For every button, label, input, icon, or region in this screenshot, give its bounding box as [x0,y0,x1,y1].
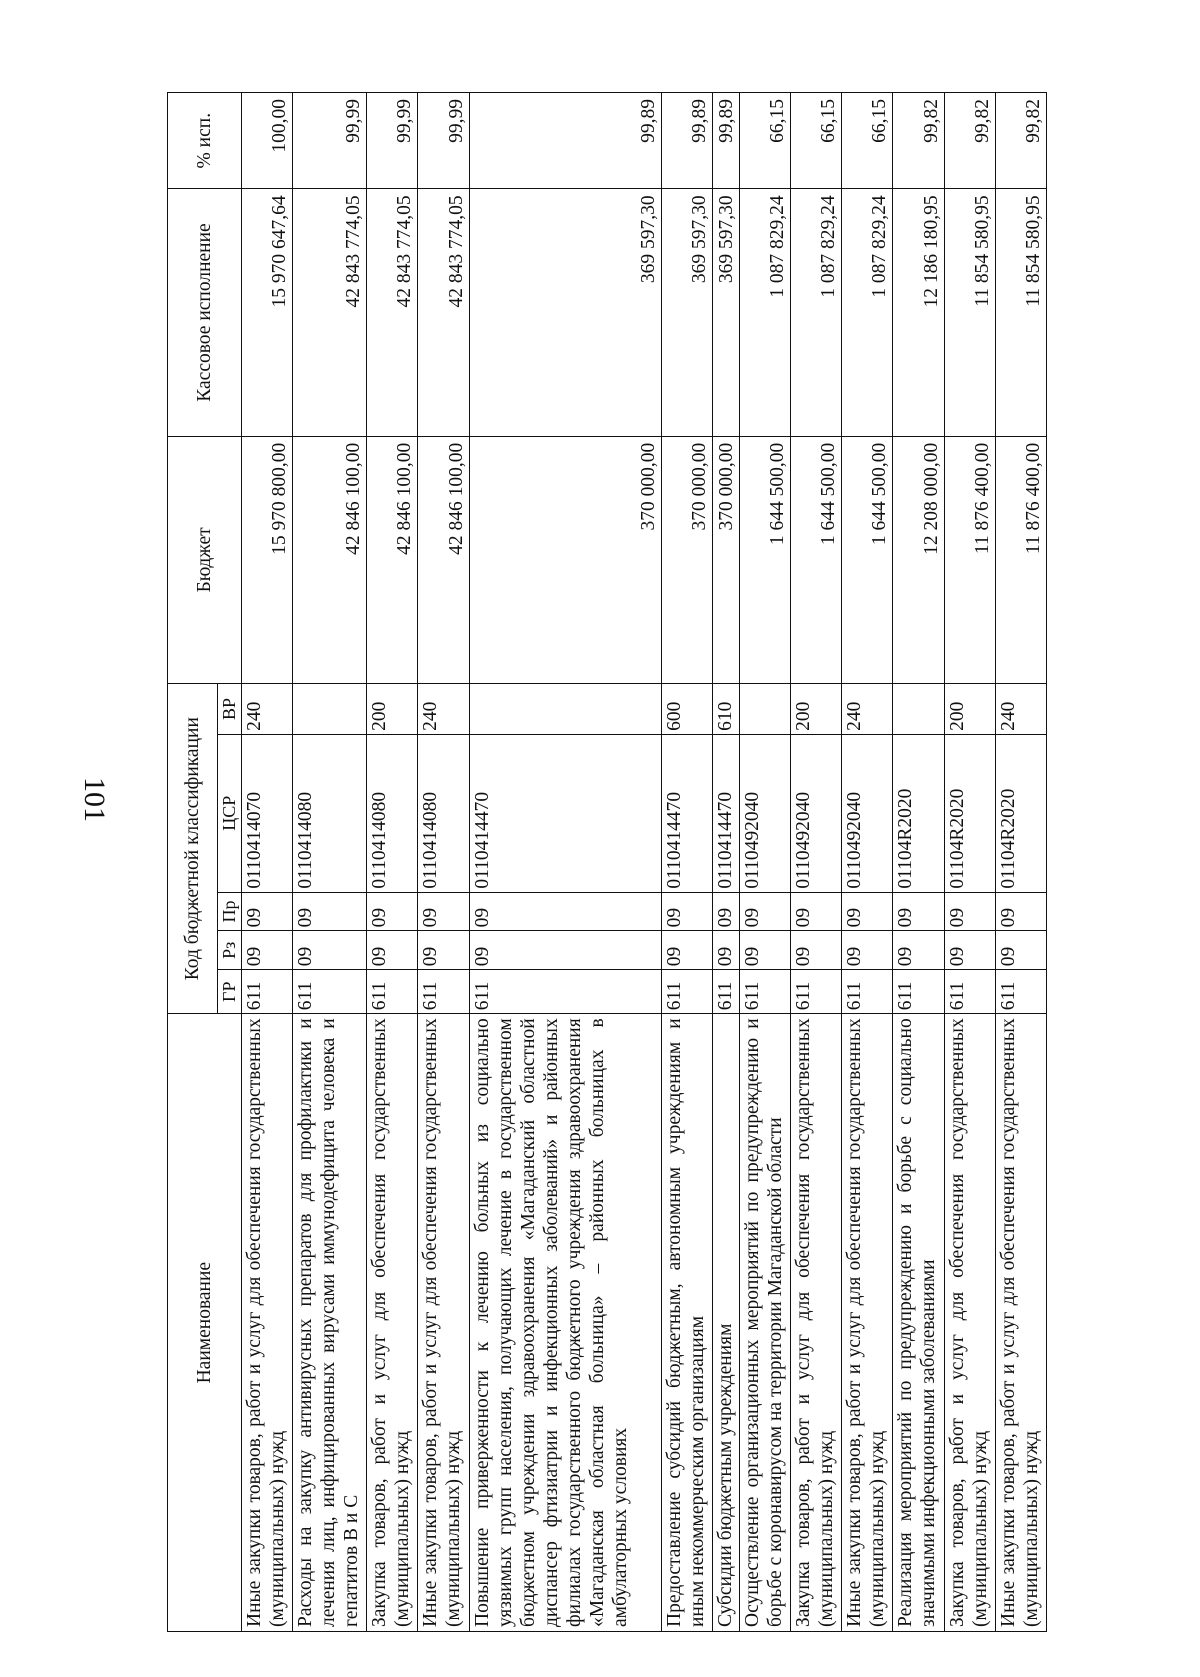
row-gr: 611 [944,970,995,1014]
header-budget: Бюджет [168,436,242,683]
row-budget: 42 846 100,00 [367,436,418,683]
row-name: Реализация мероприятий по предупреждению и борьбе с социально значимыми инфекционными заболеваниями [893,1014,944,1632]
row-vr: 610 [713,684,740,735]
row-csr: 0110414070 [242,734,293,892]
rotated-table-wrapper [167,92,1047,1632]
row-rz: 09 [418,931,469,970]
row-rz: 09 [739,931,790,970]
row-name: Повышение приверженности к лечению больных из социально уязвимых групп населения, получающих лечение в государственном бюджетном учреждении здравоохранения «Магаданский областной диспансер фтизиатрии и инфекционных заболеваний» и районных филиалах государственного бюджетного учреждения здравоохранения «Магаданская областная больница» – районных больницах в амбулаторных условиях [469,1014,661,1632]
row-csr: 01104R2020 [995,734,1046,892]
row-pct: 99,89 [713,93,740,189]
row-cash: 369 597,30 [713,189,740,436]
row-cash: 11 854 580,95 [944,189,995,436]
budget-table [167,92,1047,1632]
row-pr: 09 [944,892,995,931]
row-pr: 09 [893,892,944,931]
row-cash: 42 843 774,05 [367,189,418,436]
row-pct: 66,15 [739,93,790,189]
row-budget: 11 876 400,00 [944,436,995,683]
row-csr: 01104R2020 [893,734,944,892]
row-vr: 240 [418,684,469,735]
row-rz: 09 [995,931,1046,970]
table-row [242,93,293,1632]
row-pct: 99,89 [469,93,661,189]
row-budget: 370 000,00 [713,436,740,683]
row-pct: 66,15 [790,93,841,189]
row-pr: 09 [242,892,293,931]
row-csr: 0110414080 [418,734,469,892]
row-csr: 0110414470 [662,734,713,892]
row-cash: 369 597,30 [662,189,713,436]
row-cash: 42 843 774,05 [293,189,367,436]
row-rz: 09 [842,931,893,970]
row-csr: 01104R2020 [944,734,995,892]
table-row [893,93,944,1632]
row-vr [293,684,367,735]
row-rz: 09 [944,931,995,970]
row-pr: 09 [790,892,841,931]
row-gr: 611 [367,970,418,1014]
row-gr: 611 [713,970,740,1014]
table-row [995,93,1046,1632]
header-pct: % исп. [168,93,242,189]
row-vr [893,684,944,735]
row-pr: 09 [662,892,713,931]
row-rz: 09 [293,931,367,970]
table-row [293,93,367,1632]
row-cash: 42 843 774,05 [418,189,469,436]
row-pct: 99,99 [418,93,469,189]
row-name: Расходы на закупку антивирусных препаратов для профилактики и лечения лиц, инфицированных вирусами иммунодефицита человека и гепатитов В и С [293,1014,367,1632]
row-name: Иные закупки товаров, работ и услуг для обеспечения государственных (муниципальных) нужд [242,1014,293,1632]
header-vr: ВР [218,684,242,735]
row-pct: 99,82 [995,93,1046,189]
table-body [242,93,1047,1632]
row-gr: 611 [242,970,293,1014]
header-code-group: Код бюджетной классификации [168,684,218,1014]
row-gr: 611 [842,970,893,1014]
row-name: Предоставление субсидий бюджетным, автономным учреждениям и иным некоммерческим организациям [662,1014,713,1632]
row-vr: 240 [842,684,893,735]
row-rz: 09 [242,931,293,970]
row-vr [469,684,661,735]
row-cash: 1 087 829,24 [790,189,841,436]
row-budget: 42 846 100,00 [418,436,469,683]
table-row [367,93,418,1632]
row-gr: 611 [293,970,367,1014]
row-budget: 1 644 500,00 [739,436,790,683]
row-gr: 611 [893,970,944,1014]
row-gr: 611 [995,970,1046,1014]
table-row [662,93,713,1632]
row-name: Иные закупки товаров, работ и услуг для обеспечения государственных (муниципальных) нужд [995,1014,1046,1632]
row-rz: 09 [469,931,661,970]
row-budget: 1 644 500,00 [790,436,841,683]
row-cash: 1 087 829,24 [842,189,893,436]
row-pct: 66,15 [842,93,893,189]
header-cash: Кассовое исполнение [168,189,242,436]
row-pct: 99,99 [293,93,367,189]
row-pr: 09 [739,892,790,931]
row-csr: 0110414470 [469,734,661,892]
table-row [713,93,740,1632]
row-name: Закупка товаров, работ и услуг для обеспечения государственных (муниципальных) нужд [944,1014,995,1632]
row-rz: 09 [662,931,713,970]
row-csr: 0110492040 [739,734,790,892]
page-number: 101 [78,777,111,822]
row-name: Осуществление организационных мероприятий по предупреждению и борьбе с коронавирусом на территории Магаданской области [739,1014,790,1632]
row-pr: 09 [995,892,1046,931]
header-rz: Рз [218,931,242,970]
row-gr: 611 [739,970,790,1014]
row-pr: 09 [842,892,893,931]
row-budget: 15 970 800,00 [242,436,293,683]
row-budget: 370 000,00 [469,436,661,683]
row-name: Закупка товаров, работ и услуг для обеспечения государственных (муниципальных) нужд [790,1014,841,1632]
row-vr: 200 [790,684,841,735]
row-cash: 369 597,30 [469,189,661,436]
header-gr: ГР [218,970,242,1014]
table-row [944,93,995,1632]
row-vr [739,684,790,735]
row-name: Субсидии бюджетным учреждениям [713,1014,740,1632]
row-pct: 99,82 [944,93,995,189]
row-pr: 09 [469,892,661,931]
row-csr: 0110414470 [713,734,740,892]
row-budget: 370 000,00 [662,436,713,683]
row-pr: 09 [418,892,469,931]
header-pr: Пр [218,892,242,931]
row-budget: 11 876 400,00 [995,436,1046,683]
row-pr: 09 [367,892,418,931]
row-cash: 11 854 580,95 [995,189,1046,436]
header-name: Наименование [168,1014,242,1632]
row-cash: 15 970 647,64 [242,189,293,436]
row-csr: 0110492040 [842,734,893,892]
row-rz: 09 [713,931,740,970]
row-vr: 200 [944,684,995,735]
row-vr: 200 [367,684,418,735]
table-row [842,93,893,1632]
table-row [469,93,661,1632]
row-budget: 1 644 500,00 [842,436,893,683]
row-gr: 611 [662,970,713,1014]
row-rz: 09 [790,931,841,970]
row-pr: 09 [713,892,740,931]
row-csr: 0110414080 [293,734,367,892]
row-vr: 600 [662,684,713,735]
row-pr: 09 [293,892,367,931]
row-name: Иные закупки товаров, работ и услуг для обеспечения государственных (муниципальных) нужд [418,1014,469,1632]
row-gr: 611 [418,970,469,1014]
row-cash: 12 186 180,95 [893,189,944,436]
row-vr: 240 [242,684,293,735]
row-vr: 240 [995,684,1046,735]
row-pct: 99,89 [662,93,713,189]
row-csr: 0110414080 [367,734,418,892]
table-row [418,93,469,1632]
row-pct: 100,00 [242,93,293,189]
row-gr: 611 [790,970,841,1014]
row-pct: 99,82 [893,93,944,189]
row-rz: 09 [893,931,944,970]
table-header [168,93,242,1632]
row-csr: 0110492040 [790,734,841,892]
table-row [739,93,790,1632]
row-name: Закупка товаров, работ и услуг для обеспечения государственных (муниципальных) нужд [367,1014,418,1632]
header-csr: ЦСР [218,734,242,892]
row-budget: 42 846 100,00 [293,436,367,683]
row-name: Иные закупки товаров, работ и услуг для обеспечения государственных (муниципальных) нужд [842,1014,893,1632]
row-cash: 1 087 829,24 [739,189,790,436]
row-pct: 99,99 [367,93,418,189]
row-budget: 12 208 000,00 [893,436,944,683]
table-row [790,93,841,1632]
row-rz: 09 [367,931,418,970]
row-gr: 611 [469,970,661,1014]
